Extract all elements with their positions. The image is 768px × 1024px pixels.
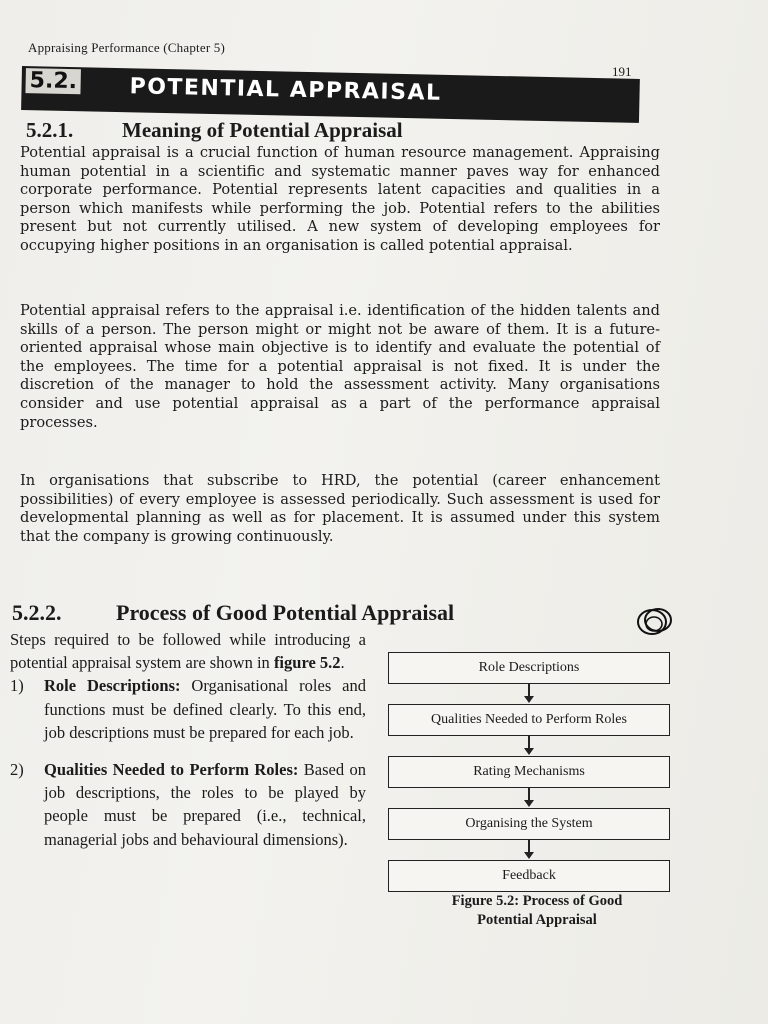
section-title: POTENTIAL APPRAISAL xyxy=(129,74,442,106)
item-text: Based on job descriptions, the roles to be played by people must be prepared (i.e., technical, managerial jobs and behavioural dimensions). xyxy=(44,760,367,849)
section-banner xyxy=(21,66,640,123)
subsection-number: 5.2.1. xyxy=(26,118,74,142)
down-arrow-icon xyxy=(388,840,668,860)
flow-step: Rating Mechanisms xyxy=(388,756,670,788)
down-arrow-icon xyxy=(388,788,668,808)
subsection-number: 5.2.2. xyxy=(12,600,62,625)
flow-step: Role Descriptions xyxy=(388,652,670,684)
item-lead: Role Descriptions: xyxy=(44,676,181,696)
list-item xyxy=(10,758,366,851)
item-text: Organisational roles and functions must be defined clearly. To this end, job descriptions must be prepared for each job. xyxy=(44,676,366,742)
caption-line: Potential Appraisal xyxy=(477,912,597,928)
subsection-heading-5-2-2 xyxy=(12,600,454,626)
paragraph-2 xyxy=(20,302,660,432)
paragraph-text: Potential appraisal refers to the appraisal i.e. identification of the hidden talents and skills of a person. The person might or might not be aware of them. It is a future-oriented appraisal whose main objective is to identify and evaluate the potential of the employees. The time for a potential appraisal is not fixed. It is under the discretion of the manager to hold the assessment activity. Many organisations consider and use potential appraisal as a part of the performance appraisal processes. xyxy=(20,302,660,431)
intro-suffix: . xyxy=(340,653,345,673)
figure-caption xyxy=(402,892,672,930)
intro-prefix: Steps required to be followed while introducing a potential appraisal system are shown in xyxy=(10,630,366,673)
running-head: Appraising Performance (Chapter 5) xyxy=(28,40,226,55)
subsection-title: Meaning of Potential Appraisal xyxy=(122,118,403,142)
subsection-heading-5-2-1 xyxy=(26,118,403,143)
list-marker: 1) xyxy=(10,676,24,696)
figure-reference: figure 5.2 xyxy=(273,653,341,673)
intro-text xyxy=(10,628,366,674)
page-number: 191 xyxy=(612,64,632,79)
caption-line: Figure 5.2: Process of Good xyxy=(451,893,623,909)
subsection-title: Process of Good Potential Appraisal xyxy=(116,600,455,625)
down-arrow-icon xyxy=(388,684,668,704)
process-steps-text xyxy=(10,628,366,851)
paragraph-3 xyxy=(20,472,660,546)
pen-scribble-mark xyxy=(632,602,682,640)
process-flowchart xyxy=(388,652,678,892)
flow-step: Qualities Needed to Perform Roles xyxy=(388,704,670,736)
flow-step: Feedback xyxy=(388,860,670,892)
paragraph-1 xyxy=(20,144,660,256)
list-marker: 2) xyxy=(10,760,24,780)
paragraph-text: Potential appraisal is a crucial function of human resource management. Appraising human potential in a scientific and systematic manner paves way for enhanced corporate performance. Potential represents latent capacities and qualities in a person which manifests while performing the job. Potential refers to the abilities present but not currently utilised. A new system of developing employees for occupying higher positions in an organisation is called potential appraisal. xyxy=(20,144,660,254)
flow-step: Organising the System xyxy=(388,808,670,840)
down-arrow-icon xyxy=(388,736,668,756)
section-number: 5.2. xyxy=(25,68,81,94)
list-item xyxy=(10,674,366,744)
paragraph-text: In organisations that subscribe to HRD, the potential (career enhancement possibilities) of every employee is assessed periodically. Such assessment is used for developmental planning as well as for placement. It is assumed under this system that the company is growing continuously. xyxy=(20,472,660,545)
item-lead: Qualities Needed to Perform Roles: xyxy=(44,760,299,780)
